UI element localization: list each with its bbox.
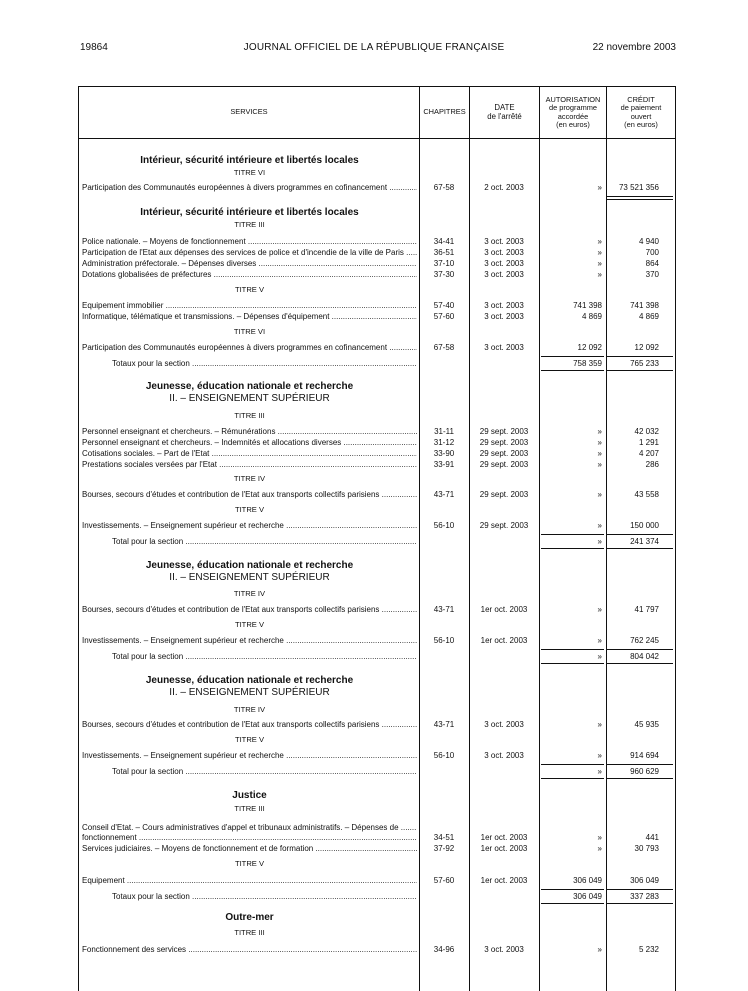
autorisation-cell: 4 869 [581, 312, 602, 321]
service-label: Totaux pour la section ..... [112, 358, 417, 369]
chapitre-cell: 31-12 [433, 438, 455, 447]
autorisation-cell: » [597, 183, 602, 192]
date-cell: 2 oct. 2003 [484, 183, 524, 192]
total-rule [607, 370, 673, 371]
date-cell: 29 sept. 2003 [479, 490, 529, 499]
credit-header-line2: de paiement [620, 103, 662, 113]
column-header-services [79, 87, 419, 138]
page-number: 19864 [80, 42, 108, 53]
auth-header-line1: AUTORISATION [545, 94, 601, 104]
total-rule [541, 356, 604, 357]
autorisation-cell: » [597, 605, 602, 614]
total-rule [541, 889, 604, 890]
titre-heading: TITRE V [234, 859, 265, 868]
table-row [0, 832, 748, 843]
titre-heading: TITRE V [234, 620, 265, 629]
credit-cell: 741 398 [630, 301, 659, 310]
table-row [0, 247, 748, 258]
credit-cell: 4 869 [638, 312, 659, 321]
service-label: Bourses, secours d'études et contribution de l'Etat aux transports collectifs parisiens ..... [82, 604, 417, 615]
table-row [0, 258, 748, 269]
section-heading: Intérieur, sécurité intérieure et libertés locales [140, 207, 359, 218]
credit-cell: 286 [645, 460, 659, 469]
service-label: Personnel enseignant et chercheurs. – Rémunérations ..... [82, 426, 417, 437]
date-cell: 3 oct. 2003 [484, 237, 524, 246]
autorisation-cell: » [597, 248, 602, 257]
section-heading: Justice [232, 790, 267, 801]
chapitre-cell: 57-40 [433, 301, 455, 310]
total-rule [607, 548, 673, 549]
chapitre-cell: 56-10 [433, 636, 455, 645]
service-label: Totaux pour la section ..... [112, 891, 417, 902]
total-rule [541, 649, 604, 650]
total-row [0, 766, 748, 777]
chapitre-cell: 43-71 [433, 605, 455, 614]
date-cell: 1er oct. 2003 [480, 636, 528, 645]
chapitre-cell: 56-10 [433, 751, 455, 760]
total-rule [607, 534, 673, 535]
credit-cell: 804 042 [630, 652, 659, 661]
autorisation-cell: 12 092 [577, 343, 602, 352]
chapitre-cell: 37-30 [433, 270, 455, 279]
total-rule [541, 663, 604, 664]
autorisation-cell: » [597, 720, 602, 729]
date-cell: 1er oct. 2003 [480, 833, 528, 842]
chapitre-cell: 37-10 [433, 259, 455, 268]
chapitre-cell: 34-96 [433, 945, 455, 954]
total-row [0, 536, 748, 547]
total-row [0, 651, 748, 662]
total-rule [607, 778, 673, 779]
subsection-heading: II. – ENSEIGNEMENT SUPÉRIEUR [169, 572, 330, 583]
total-row [0, 358, 748, 369]
subsection-heading: II. – ENSEIGNEMENT SUPÉRIEUR [169, 687, 330, 698]
credit-cell: 762 245 [630, 636, 659, 645]
credit-cell: 337 283 [630, 892, 659, 901]
service-label: Conseil d'Etat. – Cours administratives d'appel et tribunaux administratifs. – Dépenses de ..... [82, 822, 417, 833]
total-rule [541, 370, 604, 371]
autorisation-cell: 758 359 [573, 359, 602, 368]
total-rule [607, 663, 673, 664]
chapitre-cell: 57-60 [433, 876, 455, 885]
titre-heading: TITRE III [234, 928, 265, 937]
table-row [0, 635, 748, 646]
date-cell: 29 sept. 2003 [479, 438, 529, 447]
service-label: Total pour la section ..... [112, 536, 417, 547]
chapitre-cell: 43-71 [433, 490, 455, 499]
date-cell: 3 oct. 2003 [484, 720, 524, 729]
table-row [0, 300, 748, 311]
table-row [0, 342, 748, 353]
total-rule [607, 356, 673, 357]
table-row [0, 182, 748, 193]
credit-cell: 1 291 [638, 438, 659, 447]
autorisation-cell: » [597, 767, 602, 776]
credit-cell: 42 032 [634, 427, 659, 436]
titre-heading: TITRE V [234, 285, 265, 294]
table-row [0, 875, 748, 886]
autorisation-cell: 306 049 [573, 892, 602, 901]
service-label: fonctionnement ..... [82, 832, 417, 843]
column-header-credit [607, 87, 675, 138]
service-label: Investissements. – Enseignement supérieur et recherche ..... [82, 635, 417, 646]
column-header-autorisation [540, 87, 606, 138]
total-rule [541, 778, 604, 779]
table-row [0, 311, 748, 322]
table-row [0, 489, 748, 500]
total-rule [607, 903, 673, 904]
chapitre-cell: 67-58 [433, 183, 455, 192]
credit-cell: 765 233 [630, 359, 659, 368]
credit-cell: 30 793 [634, 844, 659, 853]
titre-heading: TITRE III [234, 411, 265, 420]
autorisation-cell: » [597, 537, 602, 546]
autorisation-cell: 741 398 [573, 301, 602, 310]
table-row [0, 459, 748, 470]
date-cell: 3 oct. 2003 [484, 945, 524, 954]
chapitre-cell: 31-11 [434, 427, 454, 436]
header-rule [79, 138, 675, 139]
journal-title: JOURNAL OFFICIEL DE LA RÉPUBLIQUE FRANÇAISE [243, 42, 505, 53]
titre-heading: TITRE III [234, 804, 265, 813]
date-cell: 3 oct. 2003 [484, 301, 524, 310]
autorisation-cell: » [597, 237, 602, 246]
table-row [0, 437, 748, 448]
auth-header-line3: accordée [557, 111, 589, 121]
credit-cell: 73 521 356 [618, 183, 659, 192]
table-row [0, 843, 748, 854]
service-label: Services judiciaires. – Moyens de fonctionnement et de formation ..... [82, 843, 417, 854]
column-header-chapitres [420, 87, 469, 138]
date-cell: 3 oct. 2003 [484, 248, 524, 257]
table-row [0, 426, 748, 437]
total-rule [541, 764, 604, 765]
credit-cell: 864 [645, 259, 659, 268]
credit-cell: 12 092 [634, 343, 659, 352]
autorisation-cell: » [597, 490, 602, 499]
autorisation-cell: » [597, 438, 602, 447]
autorisation-cell: » [597, 427, 602, 436]
date-header-line2: de l'arrêté [487, 111, 522, 121]
total-rule [541, 903, 604, 904]
service-label: Bourses, secours d'études et contribution de l'Etat aux transports collectifs parisiens ..... [82, 719, 417, 730]
total-rule [607, 196, 673, 197]
autorisation-cell: » [597, 449, 602, 458]
credit-header-line1: CRÉDIT [627, 94, 655, 104]
titre-heading: TITRE VI [233, 168, 266, 177]
date-cell: 1er oct. 2003 [480, 876, 528, 885]
section-heading: Jeunesse, éducation nationale et recherche [145, 381, 354, 392]
service-label: Cotisations sociales. – Part de l'Etat ..... [82, 448, 417, 459]
service-label: Dotations globalisées de préfectures ..... [82, 269, 417, 280]
table-row [0, 604, 748, 615]
date-cell: 29 sept. 2003 [479, 449, 529, 458]
table-row [0, 719, 748, 730]
date-cell: 3 oct. 2003 [484, 259, 524, 268]
credit-cell: 960 629 [630, 767, 659, 776]
services-header-label: SERVICES [230, 107, 268, 117]
autorisation-cell: » [597, 636, 602, 645]
service-label: Total pour la section ..... [112, 766, 417, 777]
service-label: Investissements. – Enseignement supérieur et recherche ..... [82, 750, 417, 761]
service-label: Personnel enseignant et chercheurs. – Indemnités et allocations diverses ..... [82, 437, 417, 448]
service-label: Equipement immobilier ..... [82, 300, 417, 311]
service-label: Prestations sociales versées par l'Etat ..... [82, 459, 417, 470]
service-label: Administration préfectorale. – Dépenses diverses ..... [82, 258, 417, 269]
page-date: 22 novembre 2003 [592, 42, 676, 53]
section-heading: Jeunesse, éducation nationale et recherche [145, 560, 354, 571]
total-row [0, 891, 748, 902]
subsection-heading: II. – ENSEIGNEMENT SUPÉRIEUR [169, 393, 330, 404]
credit-cell: 43 558 [634, 490, 659, 499]
credit-cell: 306 049 [630, 876, 659, 885]
table-row [0, 236, 748, 247]
titre-heading: TITRE III [234, 220, 265, 229]
total-rule [607, 764, 673, 765]
service-label: Police nationale. – Moyens de fonctionnement ..... [82, 236, 417, 247]
autorisation-cell: » [597, 270, 602, 279]
credit-cell: 370 [645, 270, 659, 279]
chapitre-cell: 33-90 [433, 449, 455, 458]
autorisation-cell: » [597, 521, 602, 530]
chapitre-cell: 33-91 [433, 460, 455, 469]
autorisation-cell: » [597, 460, 602, 469]
service-label: Equipement ..... [82, 875, 417, 886]
credit-cell: 45 935 [634, 720, 659, 729]
service-label: Participation des Communautés européennes à divers programmes en cofinancement ..... [82, 342, 417, 353]
table-row [0, 269, 748, 280]
date-cell: 29 sept. 2003 [479, 427, 529, 436]
total-rule [607, 199, 673, 200]
section-heading: Intérieur, sécurité intérieure et libertés locales [140, 155, 359, 166]
credit-cell: 150 000 [630, 521, 659, 530]
service-label: Fonctionnement des services ..... [82, 944, 417, 955]
credit-cell: 700 [645, 248, 659, 257]
date-cell: 3 oct. 2003 [484, 751, 524, 760]
total-rule [607, 889, 673, 890]
column-header-date [470, 87, 539, 138]
titre-heading: TITRE IV [233, 474, 266, 483]
service-label: Participation de l'Etat aux dépenses des services de police et d'incendie de la ville de Paris ..... [82, 247, 417, 258]
table-row [0, 448, 748, 459]
titre-heading: TITRE VI [233, 327, 266, 336]
credit-cell: 914 694 [630, 751, 659, 760]
total-rule [541, 548, 604, 549]
autorisation-cell: » [597, 833, 602, 842]
credit-header-line3: ouvert [630, 111, 652, 121]
date-cell: 3 oct. 2003 [484, 312, 524, 321]
chapitre-cell: 57-60 [433, 312, 455, 321]
credit-cell: 5 232 [638, 945, 659, 954]
credit-cell: 4 940 [638, 237, 659, 246]
service-label: Total pour la section ..... [112, 651, 417, 662]
section-heading: Jeunesse, éducation nationale et recherche [145, 675, 354, 686]
auth-header-line4: (en euros) [556, 119, 590, 129]
auth-header-line2: de programme [548, 103, 598, 113]
date-cell: 29 sept. 2003 [479, 521, 529, 530]
credit-header-line4: (en euros) [624, 119, 658, 129]
chapitres-header-label: CHAPITRES [423, 107, 466, 117]
table-row [0, 750, 748, 761]
credit-cell: 241 374 [630, 537, 659, 546]
chapitre-cell: 67-58 [433, 343, 455, 352]
total-rule [541, 534, 604, 535]
chapitre-cell: 34-51 [433, 833, 455, 842]
table-row [0, 944, 748, 955]
section-heading: Outre-mer [225, 912, 274, 923]
titre-heading: TITRE V [234, 505, 265, 514]
credit-cell: 41 797 [634, 605, 659, 614]
titre-heading: TITRE V [234, 735, 265, 744]
total-rule [607, 649, 673, 650]
chapitre-cell: 34-41 [433, 237, 455, 246]
chapitre-cell: 36-51 [433, 248, 455, 257]
service-label: Bourses, secours d'études et contribution de l'Etat aux transports collectifs parisiens ..... [82, 489, 417, 500]
date-cell: 1er oct. 2003 [480, 605, 528, 614]
credit-cell: 4 207 [638, 449, 659, 458]
autorisation-cell: » [597, 945, 602, 954]
date-cell: 29 sept. 2003 [479, 460, 529, 469]
chapitre-cell: 37-92 [433, 844, 455, 853]
autorisation-cell: » [597, 844, 602, 853]
autorisation-cell: » [597, 259, 602, 268]
credit-cell: 441 [645, 833, 659, 842]
service-label: Participation des Communautés européennes à divers programmes en cofinancement ..... [82, 182, 417, 193]
autorisation-cell: » [597, 652, 602, 661]
autorisation-cell: 306 049 [573, 876, 602, 885]
chapitre-cell: 56-10 [433, 521, 455, 530]
service-label: Investissements. – Enseignement supérieur et recherche ..... [82, 520, 417, 531]
service-label: Informatique, télématique et transmissions. – Dépenses d'équipement ..... [82, 311, 417, 322]
chapitre-cell: 43-71 [433, 720, 455, 729]
table-row [0, 520, 748, 531]
date-cell: 1er oct. 2003 [480, 844, 528, 853]
date-cell: 3 oct. 2003 [484, 343, 524, 352]
titre-heading: TITRE IV [233, 705, 266, 714]
autorisation-cell: » [597, 751, 602, 760]
date-cell: 3 oct. 2003 [484, 270, 524, 279]
titre-heading: TITRE IV [233, 589, 266, 598]
date-header-line1: DATE [494, 103, 515, 113]
